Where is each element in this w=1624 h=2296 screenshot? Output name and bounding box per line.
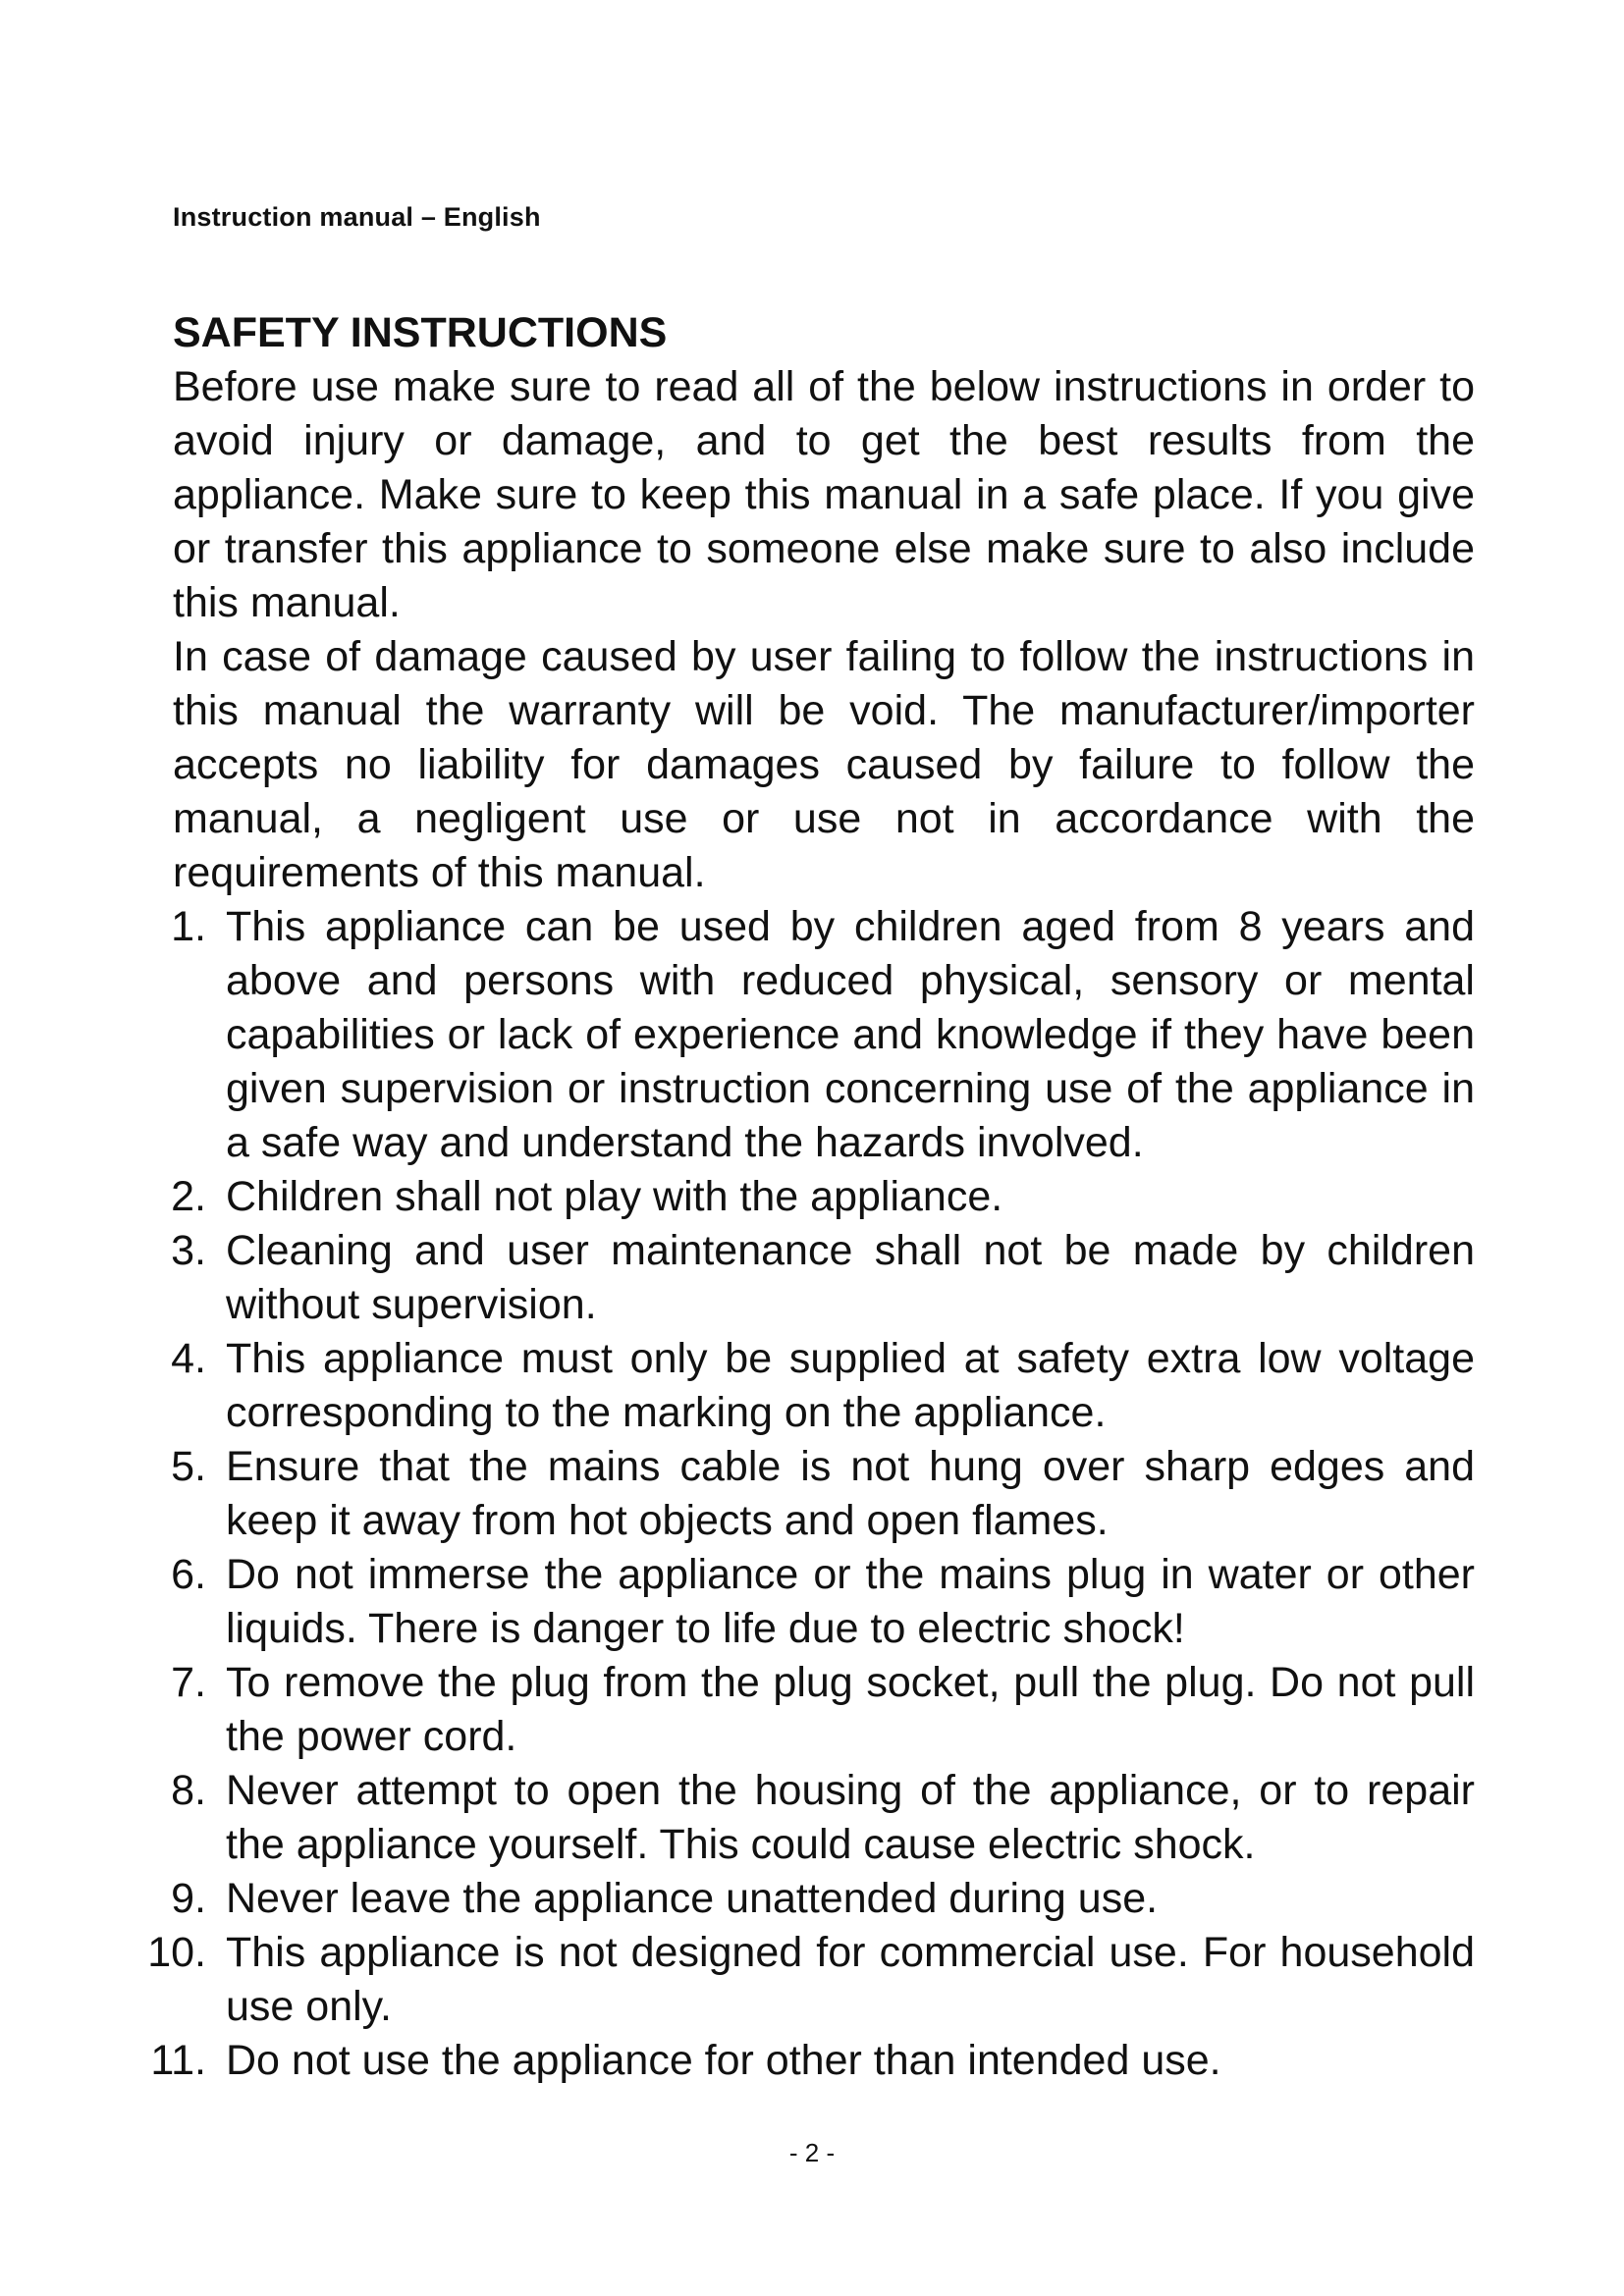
item-text: This appliance can be used by children aged from 8 years and above and persons with reduced physical, sensory or mental capabilities or lack of experience and knowledge if they have been given supervision or instruction concerning use of the appliance in a safe way and understand the hazards involved.	[226, 903, 1475, 1166]
item-number: 7.	[171, 1659, 206, 1706]
list-item	[173, 1872, 1475, 1926]
item-number: 5.	[171, 1443, 206, 1490]
item-text: This appliance must only be supplied at safety extra low voltage corresponding to the marking on the appliance.	[226, 1335, 1475, 1436]
item-number: 9.	[171, 1875, 206, 1922]
item-number: 1.	[171, 903, 206, 950]
item-text: Never leave the appliance unattended during use.	[226, 1875, 1159, 1922]
page-number: - 2 -	[788, 2138, 836, 2167]
item-text: Children shall not play with the appliance.	[226, 1173, 1003, 1220]
warranty-paragraph: In case of damage caused by user failing to follow the instructions in this manual the warranty will be void. The manufacturer/importer accepts no liability for damages caused by failure to follow the manual, a negligent use or use not in accordance with the requirements of this manual.	[173, 633, 1475, 896]
item-number: 8.	[171, 1767, 206, 1814]
item-text: This appliance is not designed for commercial use. For household use only.	[226, 1929, 1475, 2030]
item-text: To remove the plug from the plug socket, pull the plug. Do not pull the power cord.	[226, 1659, 1475, 1760]
item-text: Ensure that the mains cable is not hung over sharp edges and keep it away from hot objects and open flames.	[226, 1443, 1475, 1544]
list-item	[173, 1440, 1475, 1548]
item-text: Cleaning and user maintenance shall not be made by children without supervision.	[226, 1227, 1475, 1328]
item-number: 6.	[171, 1551, 206, 1598]
safety-section	[147, 306, 1475, 2088]
list-item	[150, 2034, 1475, 2088]
running-header: Instruction manual – English	[173, 202, 541, 232]
intro-paragraph: Before use make sure to read all of the below instructions in order to avoid injury or damage, and to get the best results from the appliance. Make sure to keep this manual in a safe place. If you give or transfer this appliance to someone else make sure to also include this manual.	[173, 363, 1475, 626]
item-number: 11.	[150, 2037, 206, 2084]
list-item	[173, 1548, 1475, 1656]
item-number: 2.	[171, 1173, 206, 1220]
list-item	[147, 1926, 1475, 2034]
item-number: 4.	[171, 1335, 206, 1382]
item-number: 10.	[147, 1929, 206, 1976]
list-item	[173, 1332, 1475, 1440]
section-title: SAFETY INSTRUCTIONS	[173, 309, 668, 356]
safety-instruction-list	[147, 900, 1475, 2088]
item-text: Do not immerse the appliance or the mains plug in water or other liquids. There is danger to life due to electric shock!	[226, 1551, 1475, 1652]
list-item	[173, 900, 1475, 1170]
list-item	[173, 1170, 1475, 1224]
list-item	[173, 1224, 1475, 1332]
item-number: 3.	[171, 1227, 206, 1274]
item-text: Do not use the appliance for other than intended use.	[226, 2037, 1221, 2084]
item-text: Never attempt to open the housing of the appliance, or to repair the appliance yourself. This could cause electric shock.	[226, 1767, 1475, 1868]
list-item	[173, 1764, 1475, 1872]
list-item	[173, 1656, 1475, 1764]
